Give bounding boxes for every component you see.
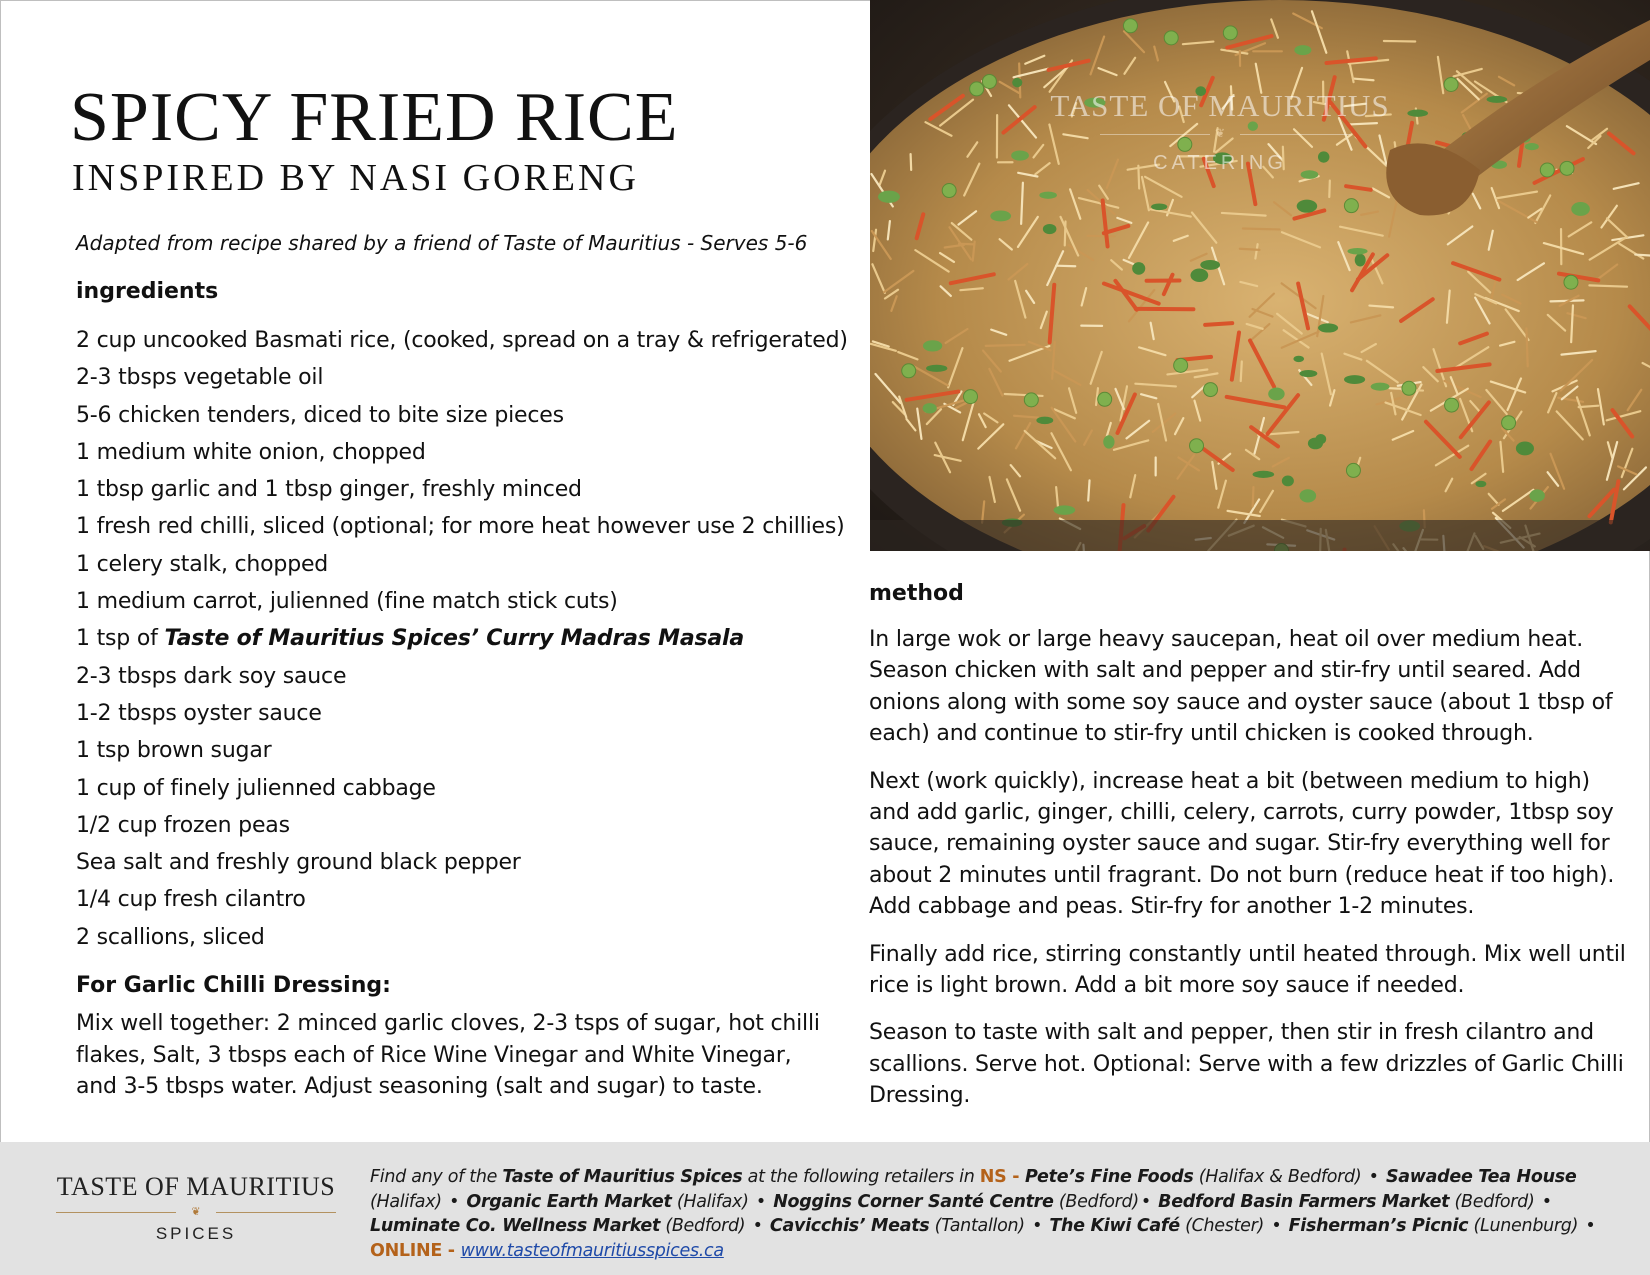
pea — [1164, 31, 1178, 45]
retailer-name: Fisherman’s Picnic — [1288, 1216, 1469, 1236]
retailer-location: (Lunenburg) — [1473, 1216, 1579, 1236]
method-steps — [869, 624, 1629, 1128]
herb-leaf — [1308, 438, 1323, 450]
herb-leaf — [1475, 481, 1486, 487]
pea — [1560, 161, 1574, 175]
watermark-swirl-icon: ❦ — [1214, 126, 1226, 140]
adapted-note: Adapted from recipe shared by a friend of Taste of Mauritius - Serves 5-6 — [76, 231, 808, 255]
rice-grain — [1253, 487, 1254, 506]
retailer-name: The Kiwi Café — [1049, 1216, 1180, 1236]
pea — [1204, 383, 1218, 397]
pea — [1346, 463, 1360, 477]
retailer-location: (Halifax) — [370, 1191, 442, 1212]
pea — [1344, 199, 1358, 213]
bullet-separator: • — [1140, 1191, 1151, 1212]
herb-leaf — [1293, 356, 1304, 362]
retailer-location: (Chester) — [1185, 1216, 1265, 1236]
herb-leaf — [1043, 224, 1057, 234]
brand-swirl-icon: ❦ — [191, 1205, 201, 1218]
pea — [1190, 439, 1204, 453]
ingredient-item: 1-2 tbsps oyster sauce — [76, 700, 322, 726]
herb-leaf — [990, 211, 1011, 222]
brand-name: TASTE OF MAURITIUS — [56, 1172, 336, 1201]
ingredient-item: 2-3 tbsps dark soy sauce — [76, 663, 347, 689]
herb-leaf — [1344, 375, 1365, 384]
pea — [1098, 392, 1112, 406]
retailer-name: Luminate Co. Wellness Market — [370, 1216, 661, 1236]
ingredient-item: 1 tbsp garlic and 1 tbsp ginger, freshly minced — [76, 477, 582, 503]
herb-leaf — [1268, 387, 1284, 400]
region-label: NS — [979, 1167, 1007, 1187]
ingredient-item: 2-3 tbsps vegetable oil — [76, 365, 324, 391]
retailer-name: Cavicchis’ Meats — [769, 1216, 930, 1236]
dressing-text: Mix well together: 2 minced garlic cloves, 2-3 tsps of sugar, hot chilli flakes, Salt, 3 tbsps each of Rice Wine Vinegar and White Vinegar, and 3-5 tbsps water. Adjust seasoning (salt and sugar) to taste. — [76, 1011, 820, 1099]
recipe-title: SPICY FRIED RICE — [70, 79, 679, 156]
ingredients-heading: ingredients — [76, 279, 219, 304]
method-paragraph: Finally add rice, stirring constantly until heated through. Mix well until rice is light brown. Add a bit more soy sauce if needed. — [869, 941, 1626, 999]
rice-grain — [1384, 41, 1415, 42]
herb-leaf — [923, 403, 937, 413]
rice-grain — [1243, 228, 1280, 229]
carrot-strip — [1205, 323, 1232, 325]
bullet-separator: • — [1271, 1216, 1282, 1236]
pea — [1024, 393, 1038, 407]
pea — [1174, 358, 1188, 372]
watermark-subtitle: CATERING — [1153, 152, 1287, 174]
rice-grain — [911, 154, 912, 170]
bullet-separator: • — [752, 1216, 763, 1236]
herb-leaf — [1525, 143, 1539, 150]
rice-grain — [1056, 266, 1075, 267]
dressing-heading: For Garlic Chilli Dressing: — [76, 973, 391, 998]
rice-grain — [1579, 406, 1599, 407]
rice-grain — [959, 244, 974, 245]
pea — [964, 390, 978, 404]
herb-leaf — [1200, 260, 1220, 270]
brand-divider — [50, 1204, 342, 1220]
online-label: ONLINE — [370, 1240, 442, 1261]
herb-leaf — [1487, 96, 1508, 103]
pea — [1502, 416, 1516, 430]
retailer-name: Bedford Basin Farmers Market — [1158, 1191, 1450, 1212]
herb-leaf — [878, 191, 900, 203]
retailer-location: (Bedford) — [1454, 1191, 1535, 1212]
herb-leaf — [1516, 441, 1534, 455]
ingredient-item: 1 celery stalk, chopped — [76, 551, 329, 577]
rice-grain — [1240, 249, 1260, 250]
retailer-name: Pete’s Fine Foods — [1025, 1167, 1194, 1187]
fried-rice-photo — [870, 0, 1650, 551]
retailer-location: (Halifax & Bedford) — [1198, 1167, 1362, 1187]
ingredient-item: 1 tsp brown sugar — [76, 738, 272, 764]
herb-leaf — [1054, 505, 1076, 515]
method-paragraph: In large wok or large heavy saucepan, heat oil over medium heat. Season chicken with salt and pepper and stir-fry until seared. Add onions along with some soy sauce and oyster sauce (about 1 tbsp of each) and continue to stir-fry until chicken is cooked through. — [869, 627, 1613, 747]
herb-leaf — [1347, 248, 1367, 254]
ingredient-item: 1 medium white onion, chopped — [76, 439, 426, 465]
pea — [902, 364, 916, 378]
herb-leaf — [1039, 192, 1057, 199]
ingredient-item-masala — [76, 620, 856, 657]
rice-grain — [1088, 480, 1089, 500]
rice-grain — [1241, 362, 1242, 382]
pea — [1540, 163, 1554, 177]
method-paragraph: Next (work quickly), increase heat a bit (between medium to high) and add garlic, ginger, chilli, celery, carrots, curry powder, 1tbsp soy sauce, remaining oyster sauce and sugar. Stir-fry everything well for about 2 minutes until fragrant. Do not burn (reduce heat if too high). Add cabbage and peas. Stir-fry for another 1-2 minutes. — [869, 768, 1615, 920]
pea — [1445, 398, 1459, 412]
herb-leaf — [1103, 435, 1114, 448]
pea — [1564, 275, 1578, 289]
ingredient-item: 1/4 cup fresh cilantro — [76, 887, 306, 913]
ingredient-item: 5-6 chicken tenders, diced to bite size pieces — [76, 402, 564, 428]
recipe-subtitle: INSPIRED BY NASI GORENG — [72, 157, 639, 199]
pea — [1223, 26, 1237, 40]
method-paragraph: Season to taste with salt and pepper, then stir in fresh cilantro and scallions. Serve hot. Optional: Serve with a few drizzles of Garlic Chilli Dressing. — [869, 1020, 1624, 1109]
website-link[interactable]: www.tasteofmauritiusspices.ca — [460, 1240, 724, 1261]
fried-rice-illustration — [870, 0, 1650, 551]
pea — [942, 184, 956, 198]
region-dash: - — [1006, 1167, 1025, 1187]
retailer-location: (Tantallon) — [934, 1216, 1025, 1236]
herb-leaf — [1299, 370, 1317, 377]
herb-leaf — [1371, 383, 1390, 391]
herb-leaf — [923, 340, 942, 351]
ingredients-list — [76, 322, 856, 956]
herb-leaf — [1355, 254, 1366, 267]
retailers-intro: Find any of the — [370, 1167, 503, 1187]
retailer-name: Noggins Corner Santé Centre — [773, 1191, 1054, 1212]
bullet-separator: • — [1541, 1191, 1552, 1212]
brand-subtitle: SPICES — [155, 1224, 237, 1243]
herb-leaf — [1012, 78, 1022, 88]
masala-prefix: 1 tsp of — [76, 626, 165, 652]
retailers-intro-suffix: at the following retailers in — [742, 1167, 980, 1187]
bullet-separator: • — [755, 1191, 766, 1212]
ingredient-item: 1/2 cup frozen peas — [76, 812, 290, 838]
herb-leaf — [1571, 202, 1590, 216]
online-dash: - — [442, 1240, 461, 1261]
herb-leaf — [1530, 489, 1545, 501]
retailers-brand: Taste of Mauritius Spices — [502, 1167, 743, 1187]
herb-leaf — [1297, 200, 1317, 213]
herb-leaf — [1253, 471, 1275, 478]
rice-grain — [1526, 328, 1527, 366]
ingredient-item: 1 cup of finely julienned cabbage — [76, 775, 436, 801]
bullet-separator: • — [449, 1191, 460, 1212]
retailer-location: (Bedford) — [665, 1216, 746, 1236]
rice-grain — [1589, 285, 1627, 286]
herb-leaf — [1282, 476, 1294, 487]
pea — [1402, 381, 1416, 395]
pea — [982, 74, 996, 88]
herb-leaf — [1318, 323, 1338, 332]
herb-leaf — [1151, 203, 1167, 210]
rice-grain — [986, 345, 1025, 346]
herb-leaf — [1299, 489, 1316, 502]
ingredient-item: Sea salt and freshly ground black pepper — [76, 850, 521, 876]
herb-leaf — [926, 365, 947, 372]
rice-grain — [1329, 181, 1330, 197]
footer-brand-logo — [50, 1172, 342, 1244]
herb-leaf — [1190, 268, 1208, 282]
herb-leaf — [1294, 45, 1311, 55]
ingredient-item: 1 fresh red chilli, sliced (optional; for more heat however use 2 chillies) — [76, 514, 845, 540]
herb-leaf — [1132, 262, 1145, 275]
retailer-location: (Halifax) — [676, 1191, 749, 1212]
retailer-name: Organic Earth Market — [466, 1191, 672, 1212]
bullet-separator: • — [1585, 1216, 1596, 1236]
bullet-separator: • — [1368, 1167, 1379, 1187]
masala-product-name: Taste of Mauritius Spices’ Curry Madras Masala — [164, 626, 744, 652]
ingredient-item: 2 scallions, sliced — [76, 924, 265, 950]
retailer-location: (Bedford) — [1058, 1191, 1139, 1212]
pea — [1123, 19, 1137, 33]
method-heading: method — [869, 581, 964, 606]
watermark-title: TASTE OF MAURITIUS — [1050, 88, 1390, 123]
bullet-separator: • — [1032, 1216, 1043, 1236]
retailers-text — [370, 1165, 1620, 1263]
herb-leaf — [1036, 417, 1053, 425]
ingredient-item: 1 medium carrot, julienned (fine match stick cuts) — [76, 589, 618, 615]
retailer-name: Sawadee Tea House — [1385, 1167, 1577, 1187]
footer — [0, 1142, 1650, 1275]
ingredient-item: 2 cup uncooked Basmati rice, (cooked, spread on a tray & refrigerated) — [76, 328, 848, 353]
